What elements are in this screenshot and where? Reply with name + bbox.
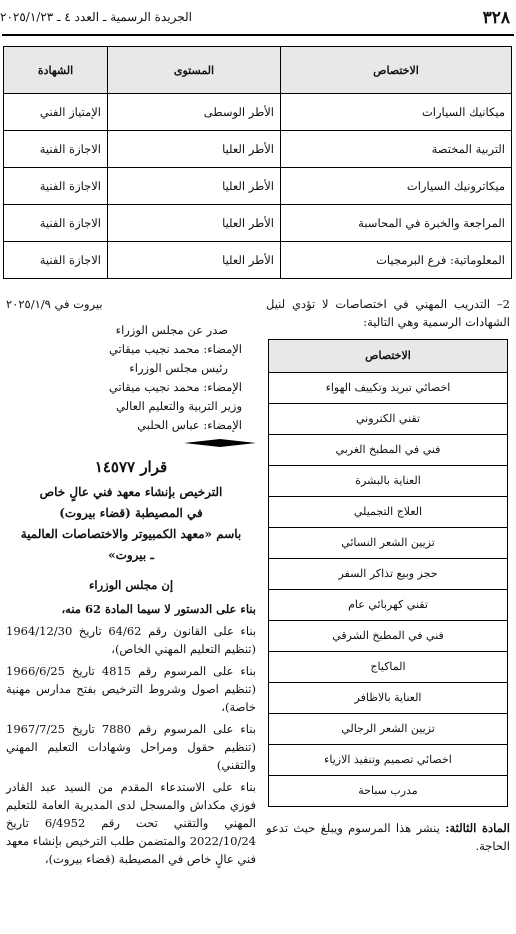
decision-title-line: باسم «معهد الكمبيوتر والاختصاصات العالمية — [20, 527, 242, 541]
training-intro: 2– التدريب المهني في اختصاصات لا تؤدي لنيل الشهادات الرسمية وهي التالية: — [266, 297, 510, 329]
spec-row — [269, 745, 508, 776]
spec-cell: تقني كهربائي عام — [269, 590, 508, 621]
article-three-text: ينشر هذا المرسوم ويبلغ حيث تدعو الحاجة. — [266, 821, 510, 853]
article-three — [266, 819, 510, 855]
spec-row — [269, 404, 508, 435]
decision-title-line: ـ بيروت» — [108, 548, 154, 562]
cell-level: الأطر العليا — [108, 242, 281, 279]
spec-row — [269, 435, 508, 466]
spec-cell: العلاج التجميلي — [269, 497, 508, 528]
spec-row — [269, 621, 508, 652]
signature-line: الإمضاء: عباس الحلبي — [137, 418, 242, 432]
table-row — [4, 205, 512, 242]
cell-specialization: التربية المختصة — [281, 131, 512, 168]
right-column — [266, 295, 510, 867]
cell-level: الأطر العليا — [108, 168, 281, 205]
table-row — [4, 168, 512, 205]
header-specialization: الاختصاص — [281, 47, 512, 94]
cell-level: الأطر العليا — [108, 205, 281, 242]
table-header-row — [4, 47, 512, 94]
issued-by: صدر عن مجلس الوزراء — [115, 323, 228, 337]
council-heading: إن مجلس الوزراء — [88, 578, 174, 592]
cell-specialization: المراجعة والخبرة في المحاسبة — [281, 205, 512, 242]
decision-number: قرار ١٤٥٧٧ — [94, 458, 168, 476]
spec-row — [269, 528, 508, 559]
spec-cell: تزيين الشعر النسائي — [269, 528, 508, 559]
table-row — [4, 94, 512, 131]
page-header — [0, 0, 516, 38]
cell-level: الأطر الوسطى — [108, 94, 281, 131]
minister-title: وزير التربية والتعليم العالي — [115, 399, 242, 413]
cell-certificate: الاجازة الفنية — [4, 205, 108, 242]
training-specializations-table — [268, 339, 508, 807]
spec-cell: فني في المطبخ الغربي — [269, 435, 508, 466]
spec-row — [269, 559, 508, 590]
spec-cell: فني في المطبخ الشرقي — [269, 621, 508, 652]
spec-row — [269, 373, 508, 404]
spec-cell: حجز وبيع تذاكر السفر — [269, 559, 508, 590]
cell-certificate: الإمتياز الفني — [4, 94, 108, 131]
section-divider — [184, 439, 256, 447]
recital: بناء على الاستدعاء المقدم من السيد عبد القادر فوزي مكداش والمسجل لدى المديرية العامة للتعليم المهني والتقني تحت رقم 6/4952 تاريخ 2022/10/24 والمتضمن طلب الترخيص بإنشاء معهد فني عالٍ خاص في المصيطبة (قضاء بيروت)، — [6, 780, 256, 866]
page-number: ٣٢٨ — [482, 8, 510, 28]
spec-row — [269, 776, 508, 807]
cell-specialization: ميكانيك السيارات — [281, 94, 512, 131]
spec-row — [269, 714, 508, 745]
spec-cell: اخصائي تصميم وتنفيذ الازياء — [269, 745, 508, 776]
header-certificate: الشهادة — [4, 47, 108, 94]
article-three-label: المادة الثالثة: — [445, 821, 510, 835]
spec-row — [269, 683, 508, 714]
cell-specialization: المعلوماتية: فرع البرمجيات — [281, 242, 512, 279]
spec-row — [269, 497, 508, 528]
pm-title: رئيس مجلس الوزراء — [129, 361, 228, 375]
spec-row — [269, 652, 508, 683]
header-rule — [2, 34, 514, 36]
cell-level: الأطر العليا — [108, 131, 281, 168]
decision-title-line: في المصيطبة (قضاء بيروت) — [59, 506, 203, 520]
left-column — [6, 295, 256, 872]
cell-certificate: الاجازة الفنية — [4, 131, 108, 168]
cell-certificate: الاجازة الفنية — [4, 168, 108, 205]
recital: بناء على الدستور لا سيما المادة 62 منه، — [61, 602, 256, 616]
recital: بناء على المرسوم رقم 7880 تاريخ 1967/7/25 (تنظيم حقول ومراحل وشهادات التعليم المهني والتقني) — [6, 722, 256, 772]
spec-row — [269, 466, 508, 497]
spec-cell: تقني الكتروني — [269, 404, 508, 435]
spec-cell: العناية بالاظافر — [269, 683, 508, 714]
decree-date: بيروت في ٢٠٢٥/١/٩ — [6, 297, 103, 311]
signature-line: الإمضاء: محمد نجيب ميقاتي — [108, 380, 242, 394]
spec-cell: الماكياج — [269, 652, 508, 683]
spec-cell: مدرب سباحة — [269, 776, 508, 807]
recital: بناء على القانون رقم 64/62 تاريخ 1964/12/30 (تنظيم التعليم المهني الخاص)، — [6, 624, 256, 656]
recital: بناء على المرسوم رقم 4815 تاريخ 1966/6/25 (تنظيم اصول وشروط الترخيص بفتح مدارس مهنية خاصة)، — [6, 664, 256, 714]
spec-row — [269, 590, 508, 621]
cell-certificate: الاجازة الفنية — [4, 242, 108, 279]
spec-cell: تزيين الشعر الرجالي — [269, 714, 508, 745]
gazette-title: الجريدة الرسمية ـ العدد ٤ ـ ٢٠٢٥/١/٢٣ — [0, 10, 192, 24]
table-row — [4, 242, 512, 279]
specializations-table — [3, 46, 512, 279]
table-row — [4, 131, 512, 168]
spec-cell: اخصائي تبريد وتكييف الهواء — [269, 373, 508, 404]
decision-title-line: الترخيص بإنشاء معهد فني عالٍ خاص — [39, 485, 223, 499]
signature-line: الإمضاء: محمد نجيب ميقاتي — [108, 342, 242, 356]
cell-specialization: ميكاترونيك السيارات — [281, 168, 512, 205]
header-level: المستوى — [108, 47, 281, 94]
spec-cell: العناية بالبشرة — [269, 466, 508, 497]
spec-table-header: الاختصاص — [269, 340, 508, 373]
